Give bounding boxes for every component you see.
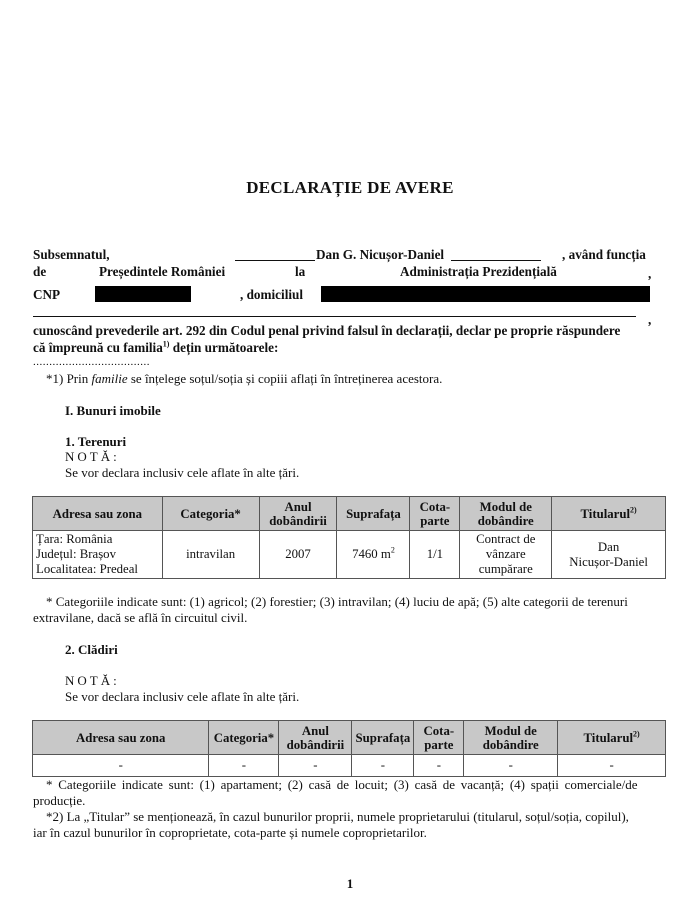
suprafata-sup: 2 [390,545,395,555]
suprafata-value: 7460 m [352,547,391,561]
table-2-note-2: producție. [33,793,86,808]
titular-line-1: Dan [597,539,620,554]
header-modul: Modul de dobândire [460,497,552,531]
header-cota: Cota-parte [410,497,460,531]
de-label: de [33,264,47,279]
footnote-1-italic: familie [91,371,128,386]
header-titular-text: Titularul [583,730,634,745]
section-1-title: I. Bunuri imobile [65,403,161,418]
nota-label-2: NOTĂ: [65,673,120,688]
domiciliul-label: , domiciliul [240,287,304,302]
nota-text-1: Se vor declara inclusiv cele aflate în alte țări. [65,465,300,480]
titular-line-2: Nicușor-Daniel [569,554,648,569]
table-2-note-1: * Categoriile indicate sunt: (1) apartament; (2) casă de locuit; (3) casă de vacanță; (4) spații comerciale/de [46,777,638,792]
cell-modul: - [464,755,558,777]
modul-line-3: cumpărare [478,562,533,576]
table-row [33,755,666,777]
comma: , [648,266,652,281]
table-1-note-2: extravilane, dacă se află în circuitul civil. [33,610,248,625]
header-suprafata: Suprafața [352,721,414,755]
cell-adresa [33,531,163,579]
cell-anul: - [279,755,352,777]
footnote-2-line-2: iar în cazul bunurilor în coproprietate, cota-parte și numele coproprietarilor. [33,825,427,840]
nota-label-1: NOTĂ: [65,449,120,464]
header-suprafata: Suprafața [337,497,410,531]
address-underline [33,316,636,317]
cladiri-table [32,720,666,777]
footnote-1-b: se înțelege soțul/soția și copiii aflați în întreținerea acestora. [127,371,443,386]
underline-before-name [235,260,315,261]
header-categoria: Categoria* [162,497,259,531]
footnote-1 [46,371,442,387]
page-number: 1 [346,876,354,891]
cell-titular [552,531,666,579]
statement-line-2 [33,340,278,356]
footnote-1-a: *1) Prin [46,371,92,386]
header-titular-text: Titularul [580,506,631,521]
cnp-redacted [95,286,191,302]
table-1-note-1: * Categoriile indicate sunt: (1) agricol; (2) forestier; (3) intravilan; (4) luciu de apă; (5) alte categorii de terenuri [46,594,628,609]
cladiri-title: 2. Clădiri [65,642,118,657]
table-header-row [33,721,666,755]
header-titular [558,721,666,755]
header-titular-sup: 2) [630,505,637,515]
cell-anul: 2007 [259,531,337,579]
underline-after-name [451,260,541,261]
la-label: la [295,264,306,279]
nota-text-2: Se vor declara inclusiv cele aflate în alte țări. [65,689,300,704]
modul-line-2: vânzare [485,547,526,561]
cell-categoria: - [209,755,279,777]
header-modul: Modul de dobândire [464,721,558,755]
institution-value: Administrația Prezidențială [400,264,557,279]
table-header-row [33,497,666,531]
table-row [33,531,666,579]
dotted-line: .................................... [33,356,150,368]
statement-line-1: cunoscând prevederile art. 292 din Codul penal privind falsul în declarații, declar pe proprie răspundere [33,323,621,338]
cell-cota: - [414,755,464,777]
header-cota: Cota-parte [414,721,464,755]
subsemnatul-label: Subsemnatul, [33,247,110,262]
adresa-localitate: Localitatea: Predeal [36,562,138,576]
terenuri-title: 1. Terenuri [65,434,127,449]
comma-2: , [648,312,652,327]
statement-text-b: dețin următoarele: [169,340,279,355]
header-categoria: Categoria* [209,721,279,755]
cell-suprafata [337,531,410,579]
statement-text-a: că împreună cu familia [33,340,163,355]
cell-suprafata: - [352,755,414,777]
header-titular [552,497,666,531]
modul-line-1: Contract de [476,532,536,546]
header-anul: Anul dobândirii [279,721,352,755]
cell-adresa: - [33,755,209,777]
header-anul: Anul dobândirii [259,497,337,531]
header-adresa: Adresa sau zona [33,721,209,755]
statement-sup: 1) [162,339,170,349]
adresa-judet: Județul: Brașov [36,547,116,561]
adresa-tara: Țara: România [36,532,113,546]
document-title: DECLARAȚIE DE AVERE [246,178,454,197]
cnp-label: CNP [33,287,61,302]
header-adresa: Adresa sau zona [33,497,163,531]
header-titular-sup: 2) [633,729,640,739]
declarant-name: Dan G. Nicușor-Daniel [316,247,445,262]
footnote-2-line-1: *2) La „Titular” se menționează, în cazul bunurilor proprii, numele proprietarului (titularul, soțul/soția, copilul), [46,809,629,824]
cell-titular: - [558,755,666,777]
cell-modul [460,531,552,579]
cell-categoria: intravilan [162,531,259,579]
function-value: Președintele României [99,264,226,279]
domiciliu-redacted [321,286,650,302]
avand-functia-label: , având funcția [562,247,646,262]
cell-cota: 1/1 [410,531,460,579]
terenuri-table [32,496,666,579]
